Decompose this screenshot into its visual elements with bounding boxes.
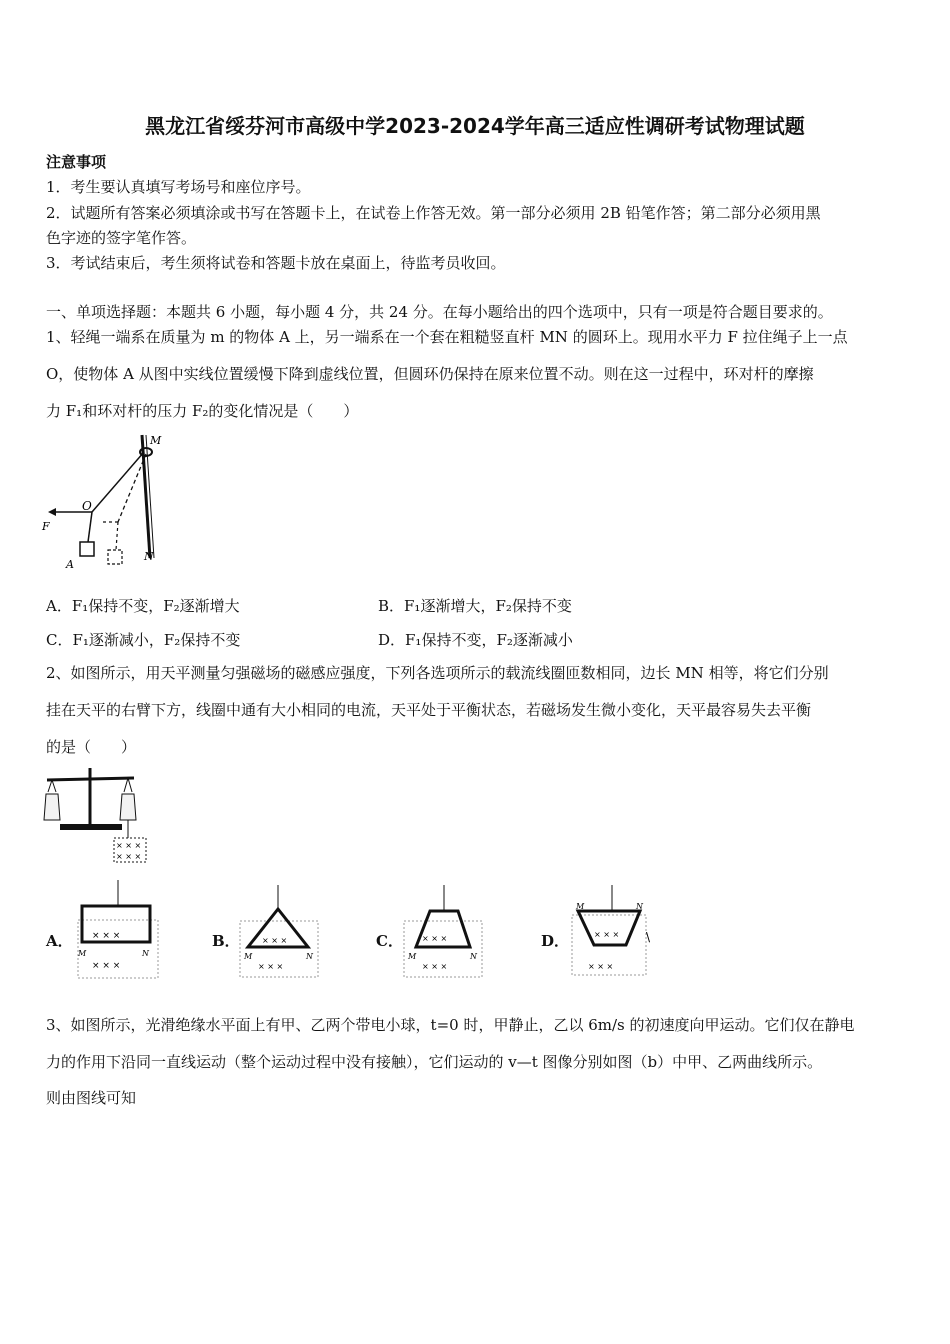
notice-item: 色字迹的签字笔作答。 [46,229,197,247]
q2-option-a-figure [74,880,164,980]
q2-option-d-label: D． [541,932,570,950]
q2-option-b-label: B． [212,932,240,950]
question-1-line: 1、轻绳一端系在质量为 m 的物体 A 上，另一端系在一个套在粗糙竖直杆 MN 的圆环上。现用水平力 F 拉住绳子上一点 [46,328,848,346]
question-2-line: 挂在天平的右臂下方，线圈中通有大小相同的电流，天平处于平衡状态，若磁场发生微小变化，天平最容易失去平衡 [46,701,812,719]
notice-heading: 注意事项 [46,153,107,171]
svg-text:× × ×: × × × [258,962,284,971]
svg-text:N: N [470,952,477,961]
svg-text:× × ×: × × × [594,930,620,939]
page-title: 黑龙江省绥芬河市高级中学2023-2024学年高三适应性调研考试物理试题 [145,114,805,138]
q1-option-b: B．F₁逐渐增大，F₂保持不变 [378,597,572,615]
question-3-line: 3、如图所示，光滑绝缘水平面上有甲、乙两个带电小球，t=0 时，甲静止，乙以 6m/s 的初速度向甲运动。它们仅在静电 [46,1016,855,1034]
label-M: M [78,949,87,958]
svg-text:× × ×: × × × [92,931,121,941]
svg-text:N: N [306,952,313,961]
label-slash: \ [646,930,651,944]
svg-text:M: M [244,952,253,961]
label-F: F [42,520,50,533]
q1-option-c: C．F₁逐渐减小，F₂保持不变 [46,631,241,649]
svg-text:× × ×: × × × [422,962,448,971]
q2-balance-figure [42,768,152,868]
notice-item: 3．考试结束后，考生须将试卷和答题卡放在桌面上，待监考员收回。 [46,254,506,272]
question-2-line: 2、如图所示，用天平测量匀强磁场的磁感应强度，下列各选项所示的载流线圈匝数相同，边长 MN 相等，将它们分别 [46,664,829,682]
question-1-line: 力 F₁和环对杆的压力 F₂的变化情况是（ ） [46,402,359,420]
label-N: N [142,949,149,958]
svg-text:× × ×: × × × [92,961,121,971]
q2-option-c-figure [402,885,487,980]
svg-text:M: M [576,902,585,911]
svg-text:× × ×: × × × [262,936,288,945]
notice-item: 2．试题所有答案必须填涂或书写在答题卡上，在试卷上作答无效。第一部分必须用 2B 铅笔作答；第二部分必须用黑 [46,204,821,222]
q1-option-d: D．F₁保持不变，F₂逐渐减小 [378,631,573,649]
q1-rod-ring-figure [42,430,172,575]
svg-text:M: M [408,952,417,961]
svg-text:× × ×: × × × [116,852,142,861]
svg-text:× × ×: × × × [588,962,614,971]
svg-text:× × ×: × × × [422,934,448,943]
svg-text:N: N [636,902,643,911]
label-A: A [66,558,74,571]
q2-option-d-figure [568,885,658,980]
label-O: O [82,499,92,513]
svg-text:× × ×: × × × [116,841,142,850]
notice-item: 1．考生要认真填写考场号和座位序号。 [46,178,311,196]
question-3-line: 则由图线可知 [46,1089,137,1107]
q2-option-a-label: A． [46,932,73,950]
q2-option-c-label: C． [376,932,403,950]
question-1-line: O，使物体 A 从图中实线位置缓慢下降到虚线位置，但圆环仍保持在原来位置不动。则在这一过程中，环对杆的摩擦 [46,365,814,383]
label-N: N [144,550,154,563]
q1-option-a: A．F₁保持不变，F₂逐渐增大 [46,597,240,615]
q2-option-b-figure [238,885,323,980]
section-heading: 一、单项选择题：本题共 6 小题，每小题 4 分，共 24 分。在每小题给出的四个选项中，只有一项是符合题目要求的。 [46,303,833,321]
question-3-line: 力的作用下沿同一直线运动（整个运动过程中没有接触），它们运动的 v—t 图像分别如图（b）中甲、乙两曲线所示。 [46,1053,823,1071]
question-2-line: 的是（ ） [46,738,137,756]
label-M: M [150,434,162,447]
